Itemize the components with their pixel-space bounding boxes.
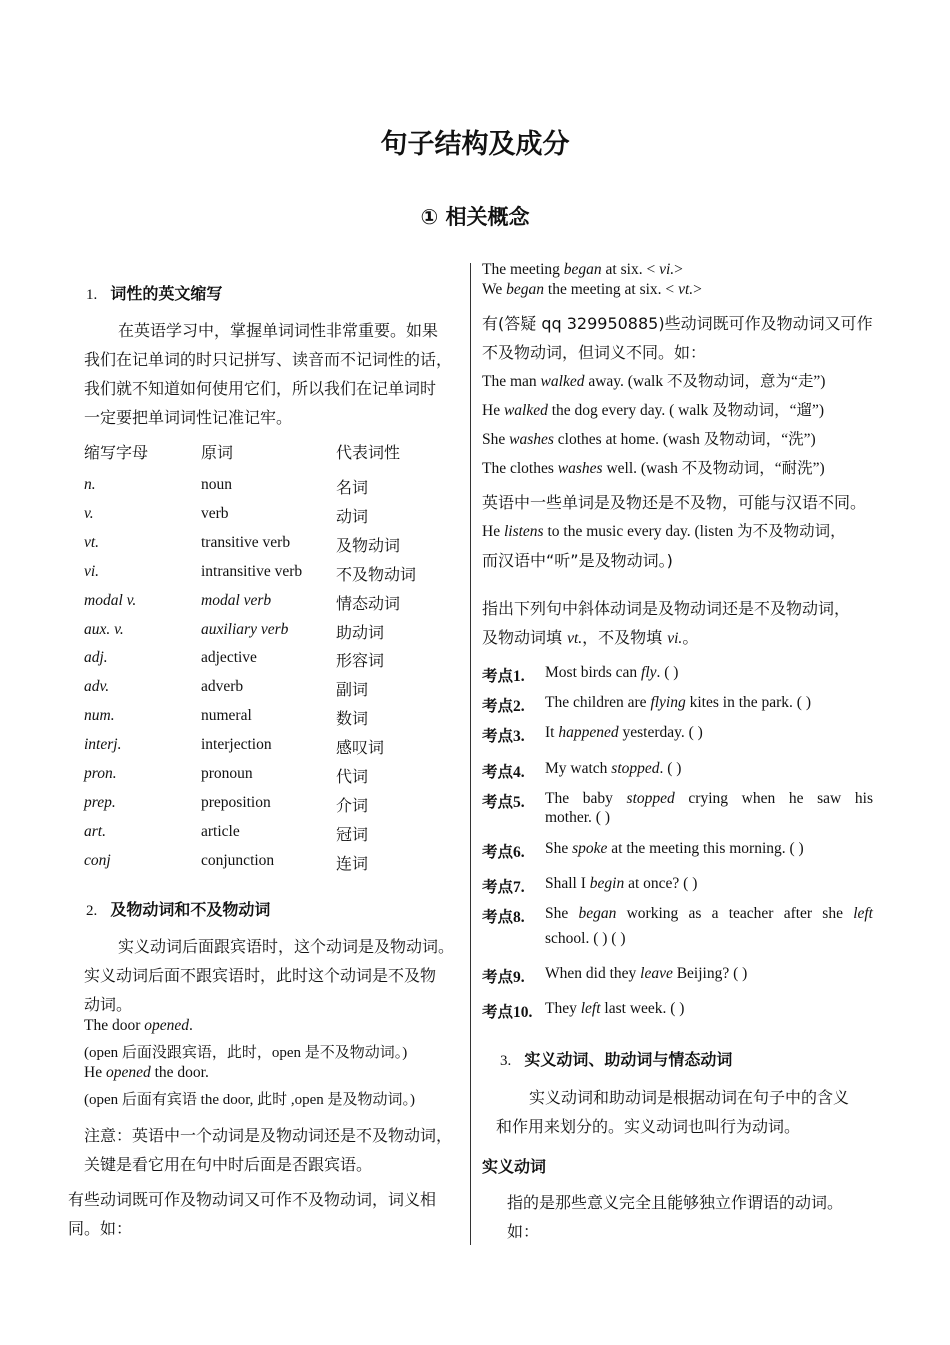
table-cell: pron. (84, 765, 117, 782)
paragraph-line: 同。如： (68, 1219, 133, 1238)
section-title: ① 相关概念 (420, 205, 530, 229)
exercise-label: 考点1. (482, 667, 525, 685)
exercise-sentence: It happened yesterday. ( ) (545, 724, 703, 741)
section-heading-text: 实义动词、助动词与情态动词 (524, 1050, 733, 1069)
example-sentence: The man walked away. (walk 不及物动词，意为“走”) (482, 373, 826, 390)
example-sentence: The door opened. (84, 1017, 193, 1034)
example-sentence: He opened the door. (84, 1064, 209, 1081)
exercise-label: 考点8. (482, 908, 525, 926)
section-number: 1. (86, 287, 98, 303)
table-cell: art. (84, 822, 106, 840)
paragraph-line: 一定要把单词词性记准记牢。 (84, 408, 293, 427)
example-sentence: The clothes washes well. (wash 不及物动词，“耐洗”) (482, 460, 825, 477)
table-cell: 名词 (336, 478, 369, 497)
table-cell: noun (201, 476, 232, 493)
table-cell: 冠词 (336, 824, 369, 844)
example-sentence: The meeting began at six. < vi.> (482, 261, 683, 278)
exercise-sentence: She spoke at the meeting this morning. ( ) (545, 840, 804, 857)
paragraph-line: 和作用来划分的。实义动词也叫行为动词。 (496, 1117, 801, 1136)
table-cell: n. (84, 476, 96, 493)
table-cell: 介词 (336, 795, 369, 815)
table-cell: 代词 (336, 767, 369, 786)
table-cell: adjective (201, 649, 257, 667)
table-header: 代表词性 (336, 443, 401, 462)
example-sentence: He listens to the music every day. (listen 为不及物动词， (482, 523, 846, 540)
paragraph-line: 我们在记单词的时只记拼写、读音而不记词性的话， (84, 350, 453, 369)
table-cell: vt. (84, 533, 100, 551)
table-cell: 及物动词 (336, 535, 401, 555)
example-sentence: We began the meeting at six. < vt.> (482, 281, 702, 298)
paragraph-line: 有(答疑 qq 329950885)些动词既可作及物动词又可作 (482, 314, 873, 333)
column-divider (470, 263, 471, 1245)
paragraph-line: 在英语学习中，掌握单词词性非常重要。如果 (118, 321, 439, 340)
exercise-sentence: When did they leave Beijing? ( ) (545, 965, 748, 982)
table-cell: 连词 (336, 853, 369, 873)
exercise-label: 考点4. (482, 763, 525, 781)
note-line: 注意：英语中一个动词是及物动词还是不及物动词， (84, 1126, 453, 1145)
table-cell: 形容词 (336, 651, 385, 671)
section-2-heading (86, 897, 270, 920)
section-1-heading (86, 281, 222, 304)
table-cell: transitive verb (201, 533, 291, 551)
table-cell: 情态动词 (336, 593, 401, 613)
exercise-label: 考点3. (482, 727, 525, 745)
paragraph-line: 我们就不知道如何使用它们，所以我们在记单词时 (84, 379, 437, 398)
paragraph-line: 不及物动词，但词义不同。如： (482, 343, 707, 362)
table-cell: modal v. (84, 591, 137, 609)
paragraph-line: 如： (507, 1222, 540, 1241)
exercise-sentence: They left last week. ( ) (545, 1000, 685, 1017)
table-cell: v. (84, 504, 94, 522)
table-cell: aux. v. (84, 620, 124, 638)
table-cell: conjunction (201, 851, 275, 869)
table-cell: 感叹词 (336, 738, 385, 758)
section-heading-text: 及物动词和不及物动词 (110, 900, 271, 919)
table-cell: 数词 (336, 709, 369, 729)
example-sentence: She washes clothes at home. (wash 及物动词，“洗”) (482, 431, 816, 448)
exercise-label: 考点9. (482, 968, 525, 986)
table-cell: interjection (201, 736, 272, 754)
instruction-line: 及物动词填 vt.，不及物填 vi.。 (482, 628, 699, 647)
exercise-label: 考点5. (482, 793, 525, 811)
table-cell: adverb (201, 678, 244, 696)
example-note: (open 后面有宾语 the door, 此时 ,open 是及物动词。) (84, 1092, 416, 1108)
section-heading-text: 词性的英文缩写 (110, 284, 223, 303)
note-line: 关键是看它用在句中时后面是否跟宾语。 (84, 1155, 373, 1174)
table-cell: prep. (84, 793, 116, 811)
paragraph-line: 动词。 (84, 995, 133, 1014)
table-cell: verb (201, 504, 229, 522)
exercise-sentence: The children are flying kites in the park. ( ) (545, 694, 812, 711)
table-cell: adv. (84, 678, 110, 696)
table-header: 缩写字母 (84, 443, 149, 462)
table-cell: vi. (84, 562, 100, 580)
table-cell: adj. (84, 649, 108, 667)
table-header: 原词 (201, 443, 234, 462)
example-note: (open 后面没跟宾语，此时，open 是不及物动词。) (84, 1045, 408, 1061)
exercise-label: 考点6. (482, 843, 525, 861)
paragraph-line: 有些动词既可作及物动词又可作不及物动词，词义相 (68, 1190, 437, 1209)
example-sentence: 而汉语中“听”是及物动词。) (482, 551, 673, 570)
paragraph-line: 指的是那些意义完全且能够独立作谓语的动词。 (507, 1193, 844, 1212)
table-cell: conj (84, 851, 111, 869)
table-cell: pronoun (201, 765, 253, 782)
page-title: 句子结构及成分 (380, 129, 570, 160)
exercise-sentence-cont: mother. ( ) (545, 809, 610, 826)
paragraph-line: 实义动词后面跟宾语时，这个动词是及物动词。 (118, 937, 455, 956)
table-cell: 动词 (336, 506, 369, 526)
exercise-sentence: Most birds can fly. ( ) (545, 664, 679, 681)
exercise-sentence: She began working as a teacher after she left (545, 905, 873, 922)
paragraph-line: 实义动词和助动词是根据动词在句子中的含义 (529, 1088, 850, 1107)
subheading: 实义动词 (482, 1157, 547, 1176)
exercise-label: 考点10. (482, 1003, 533, 1021)
table-cell: modal verb (201, 591, 272, 609)
paragraph-line: 实义动词后面不跟宾语时，此时这个动词是不及物 (84, 966, 437, 985)
table-cell: 不及物动词 (336, 564, 417, 584)
table-cell: article (201, 822, 240, 840)
exercise-sentence: Shall I begin at once? ( ) (545, 875, 698, 892)
section-number: 3. (500, 1053, 512, 1069)
paragraph-line: 英语中一些单词是及物还是不及物，可能与汉语不同。 (482, 493, 867, 512)
table-cell: 助动词 (336, 622, 385, 642)
table-cell: preposition (201, 793, 271, 811)
section-3-heading (500, 1047, 732, 1070)
table-cell: num. (84, 707, 115, 725)
table-cell: auxiliary verb (201, 620, 289, 638)
exercise-label: 考点2. (482, 697, 525, 715)
section-number: 2. (86, 903, 98, 919)
exercise-sentence: The baby stopped crying when he saw his (545, 790, 873, 807)
example-sentence: He walked the dog every day. ( walk 及物动词，“遛”) (482, 402, 825, 419)
instruction-line: 指出下列句中斜体动词是及物动词还是不及物动词， (482, 599, 851, 618)
exercise-sentence: My watch stopped. ( ) (545, 760, 682, 777)
exercise-label: 考点7. (482, 878, 525, 896)
table-cell: 副词 (336, 680, 369, 700)
table-cell: interj. (84, 736, 122, 754)
table-cell: numeral (201, 707, 252, 725)
exercise-sentence-cont: school. ( ) ( ) (545, 930, 626, 947)
table-cell: intransitive verb (201, 562, 303, 580)
